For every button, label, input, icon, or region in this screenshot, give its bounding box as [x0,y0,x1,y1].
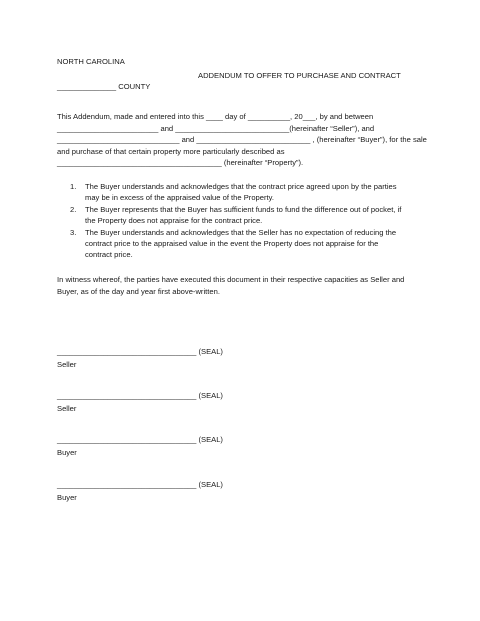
list-item-number: 1. [70,182,77,191]
intro-line: _____________________________ and ___________________________ , (hereinafter “Buyer”), for the sale [57,135,427,145]
list-item-text [85,227,430,261]
intro-line: _______________________________________ (hereinafter “Property”). [57,158,304,168]
intro-line: This Addendum, made and entered into this ____ day of __________, 20___, by and between [57,112,374,121]
list-item-number: 3. [70,227,77,237]
witness-line: Buyer, as of the day and year first above-written. [57,286,220,296]
county-line: ______________ COUNTY [57,82,151,91]
witness-line: In witness whereof, the parties have executed this document in their respective capacities as Seller and [57,275,405,284]
intro-line: ________________________ and ___________________________(hereinafter “Seller”), and [57,123,375,133]
list-item-text [85,181,430,204]
list-item-line: The Buyer understands and acknowledges that the Seller has no expectation of reducing the [85,227,397,237]
intro-line: and purchase of that certain property more particularly described as [57,146,285,156]
list-item-text [85,204,430,227]
signature-line: _________________________________ (SEAL) [57,435,223,444]
list-item-line: may be in excess of the appraised value of the Property. [85,193,274,203]
signature-party-label: Seller [57,404,77,413]
document-title: ADDENDUM TO OFFER TO PURCHASE AND CONTRACT [198,71,401,80]
list-item-line: contract price to the appraised value in the event the Property does not appraise for the [85,238,379,248]
list-item [70,227,430,261]
signature-party-label: Buyer [57,493,77,502]
signature-line: _________________________________ (SEAL) [57,480,223,489]
signature-line: _________________________________ (SEAL) [57,391,223,400]
list-item [70,181,430,204]
numbered-list [70,181,430,261]
list-item-line: the Property does not appraise for the contract price. [85,216,263,226]
signature-party-label: Seller [57,360,77,369]
list-item-line: The Buyer represents that the Buyer has sufficient funds to fund the difference out of pocket, if [85,204,402,214]
list-item-line: contract price. [85,250,133,260]
intro-paragraph [57,111,427,169]
state-heading: NORTH CAROLINA [57,57,125,66]
list-item-number: 2. [70,204,77,214]
list-item-line: The Buyer understands and acknowledges that the contract price agreed upon by the parties [85,182,397,191]
witness-paragraph [57,274,427,298]
signature-party-label: Buyer [57,448,77,457]
list-item [70,204,430,227]
signature-line: _________________________________ (SEAL) [57,347,223,356]
